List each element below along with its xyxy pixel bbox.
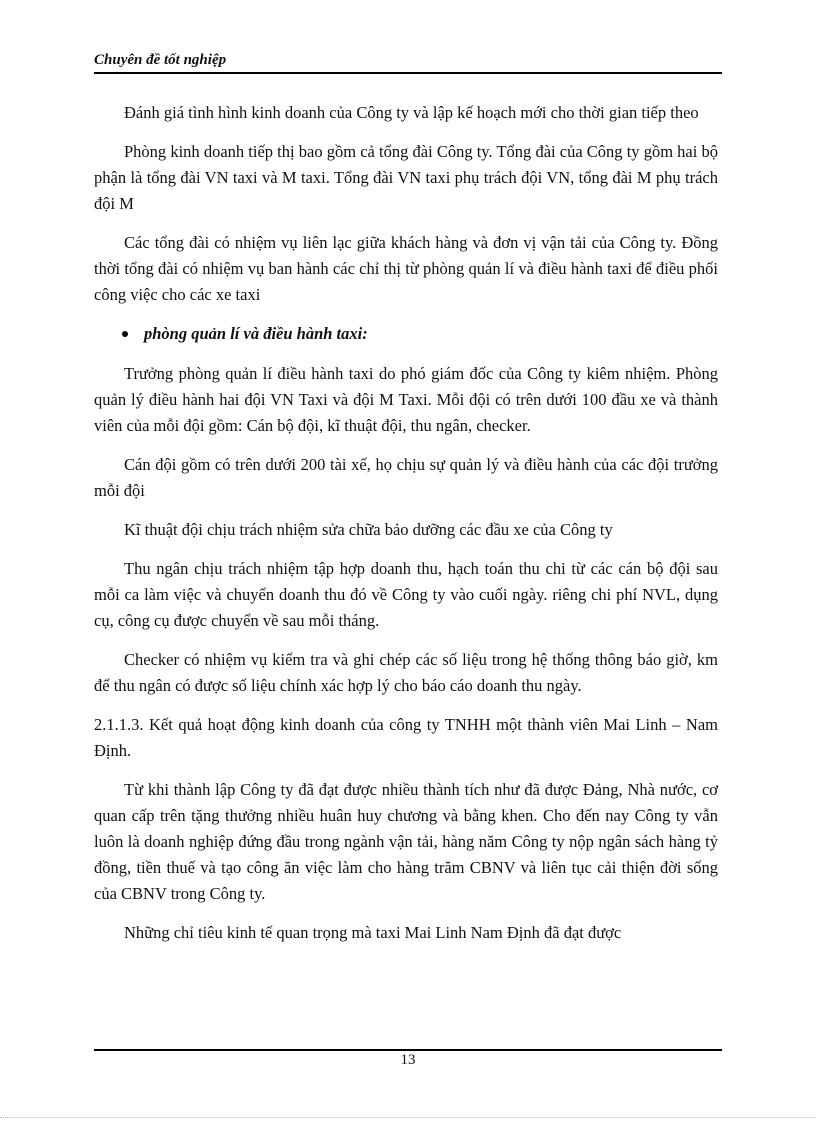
paragraph: Trưởng phòng quản lí điều hành taxi do phó giám đốc của Công ty kiêm nhiệm. Phòng quản lý điều hành hai đội VN Taxi và đội M Taxi. Mỗi đội có trên dưới 100 đầu xe và thành viên của mỗi đội gồm: Cán bộ đội, kĩ thuật đội, thu ngân, checker. xyxy=(94,364,718,435)
page-edge-divider xyxy=(0,1117,816,1118)
paragraph: Kĩ thuật đội chịu trách nhiệm sửa chữa bảo dưỡng các đầu xe của Công ty xyxy=(124,520,613,539)
running-header-title: Chuyên đề tốt nghiệp xyxy=(94,52,227,68)
paragraph: Những chỉ tiêu kinh tế quan trọng mà taxi Mai Linh Nam Định đã đạt được xyxy=(124,923,622,942)
paragraph: Phòng kinh doanh tiếp thị bao gồm cả tổng đài Công ty. Tổng đài của Công ty gồm hai bộ phận là tổng đài VN taxi và M taxi. Tổng đài VN taxi phụ trách đội VN, tổng đài M phụ trách đội M xyxy=(94,142,718,213)
paragraph: Thu ngân chịu trách nhiệm tập hợp doanh thu, hạch toán thu chi từ các cán bộ đội sau mỗi ca làm việc và chuyển doanh thu đó về Công ty vào cuối ngày. riêng chi phí NVL, dụng cụ, công cụ được chuyển về sau mỗi tháng. xyxy=(94,559,718,630)
section-heading: 2.1.1.3. Kết quả hoạt động kinh doanh của công ty TNHH một thành viên Mai Linh – Nam Định. xyxy=(94,715,718,760)
paragraph: Cán đội gồm có trên dưới 200 tài xế, họ chịu sự quản lý và điều hành của các đội trưởng mỗi đội xyxy=(94,455,718,500)
page-number: 13 xyxy=(400,1052,416,1068)
header-rule xyxy=(94,72,722,74)
bullet-heading-row xyxy=(94,321,718,347)
paragraph: Các tổng đài có nhiệm vụ liên lạc giữa khách hàng và đơn vị vận tải của Công ty. Đồng thời tổng đài có nhiệm vụ ban hành các chỉ thị từ phòng quản lí và điều hành taxi để điều phối công việc cho các xe taxi xyxy=(94,233,718,304)
footer-rule xyxy=(94,1049,722,1051)
paragraph: Checker có nhiệm vụ kiểm tra và ghi chép các số liệu trong hệ thống thông báo giờ, km để thu ngân có được số liệu chính xác hợp lý cho báo cáo doanh thu ngày. xyxy=(94,650,718,695)
document-body xyxy=(94,100,718,959)
bullet-heading: phòng quản lí và điều hành taxi: xyxy=(144,324,368,343)
bullet-icon xyxy=(122,331,128,337)
paragraph: Từ khi thành lập Công ty đã đạt được nhiều thành tích như đã được Đảng, Nhà nước, cơ quan cấp trên tặng thưởng nhiều huân huy chương và bằng khen. Cho đến nay Công ty vẫn luôn là doanh nghiệp đứng đầu trong ngành vận tải, hàng năm Công ty nộp ngân sách hàng tỷ đồng, tiền thuế và tạo công ăn việc làm cho hàng trăm CBNV và liên tục cải thiện đời sống của CBNV trong Công ty. xyxy=(94,780,718,903)
paragraph: Đánh giá tình hình kinh doanh của Công ty và lập kế hoạch mới cho thời gian tiếp theo xyxy=(124,103,699,122)
